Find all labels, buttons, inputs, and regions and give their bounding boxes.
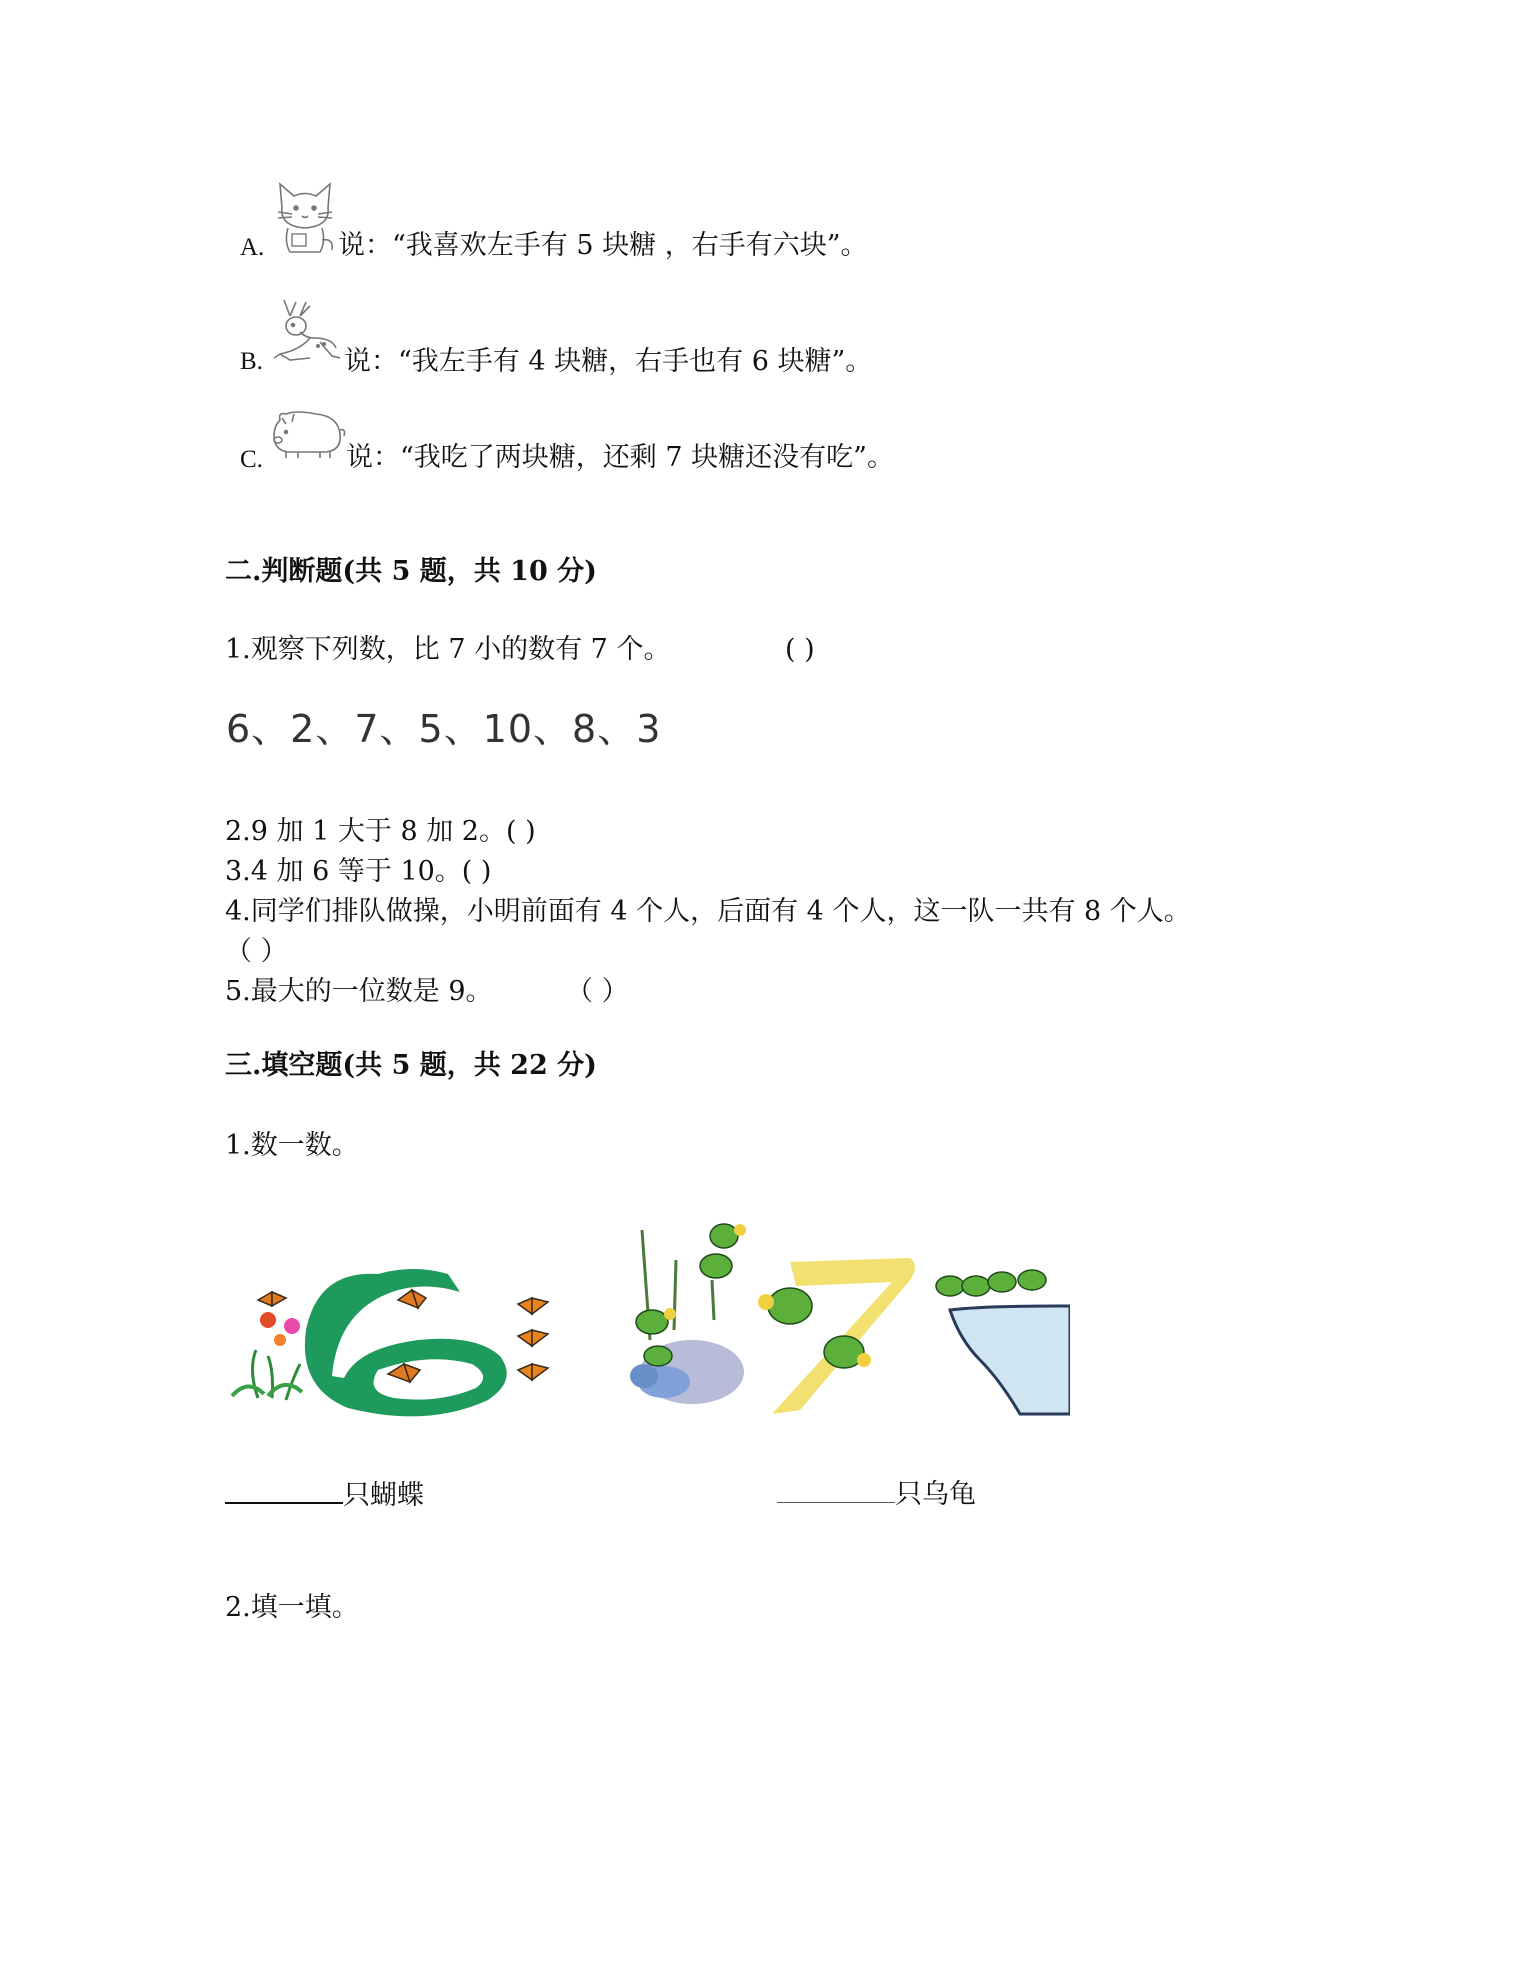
turtle-count-blank[interactable] xyxy=(777,1476,895,1503)
question-text: 1.数一数。 xyxy=(225,1130,359,1161)
turtle-number-seven-picture xyxy=(620,1210,1070,1426)
answer-paren: （ ） xyxy=(225,936,288,967)
butterfly-count-blank[interactable] xyxy=(225,1476,343,1504)
question-text: 4.同学们排队做操，小明前面有 4 个人，后面有 4 个人，这一队一共有 8 个人。 xyxy=(225,896,1191,927)
butterfly-answer-row xyxy=(225,1476,424,1514)
option-text: 说：“我吃了两块糖，还剩 7 块糖还没有吃”。 xyxy=(346,442,894,473)
option-letter: C. xyxy=(240,446,263,473)
turtle-answer-row xyxy=(777,1476,976,1513)
section-heading-fill-blank: 三.填空题(共 5 题，共 22 分) xyxy=(225,1050,597,1081)
butterfly-label: 只蝴蝶 xyxy=(343,1480,424,1511)
option-letter: A. xyxy=(240,234,265,261)
question-text: 2.9 加 1 大于 8 加 2。( ) xyxy=(225,816,536,847)
option-letter: B. xyxy=(240,348,263,375)
question-text: 5.最大的一位数是 9。 xyxy=(225,976,493,1007)
option-text: 说：“我喜欢左手有 5 块糖 ，右手有六块”。 xyxy=(338,230,868,261)
section-heading-judgment: 二.判断题(共 5 题，共 10 分) xyxy=(225,556,597,587)
number-sequence: 6、2、7、5、10、8、3 xyxy=(226,707,662,751)
question-text: 1.观察下列数，比 7 小的数有 7 个。 xyxy=(225,634,671,665)
answer-paren: ( ) xyxy=(785,634,815,665)
pig-icon xyxy=(270,410,346,460)
question-text: 2.填一填。 xyxy=(225,1592,359,1623)
cat-icon xyxy=(274,178,336,256)
butterfly-number-six-picture xyxy=(228,1260,568,1426)
question-text: 3.4 加 6 等于 10。( ) xyxy=(225,856,492,887)
deer-icon xyxy=(270,298,342,368)
option-text: 说：“我左手有 4 块糖，右手也有 6 块糖”。 xyxy=(344,346,873,377)
turtle-label: 只乌龟 xyxy=(895,1479,976,1510)
answer-paren: （ ） xyxy=(566,976,629,1007)
